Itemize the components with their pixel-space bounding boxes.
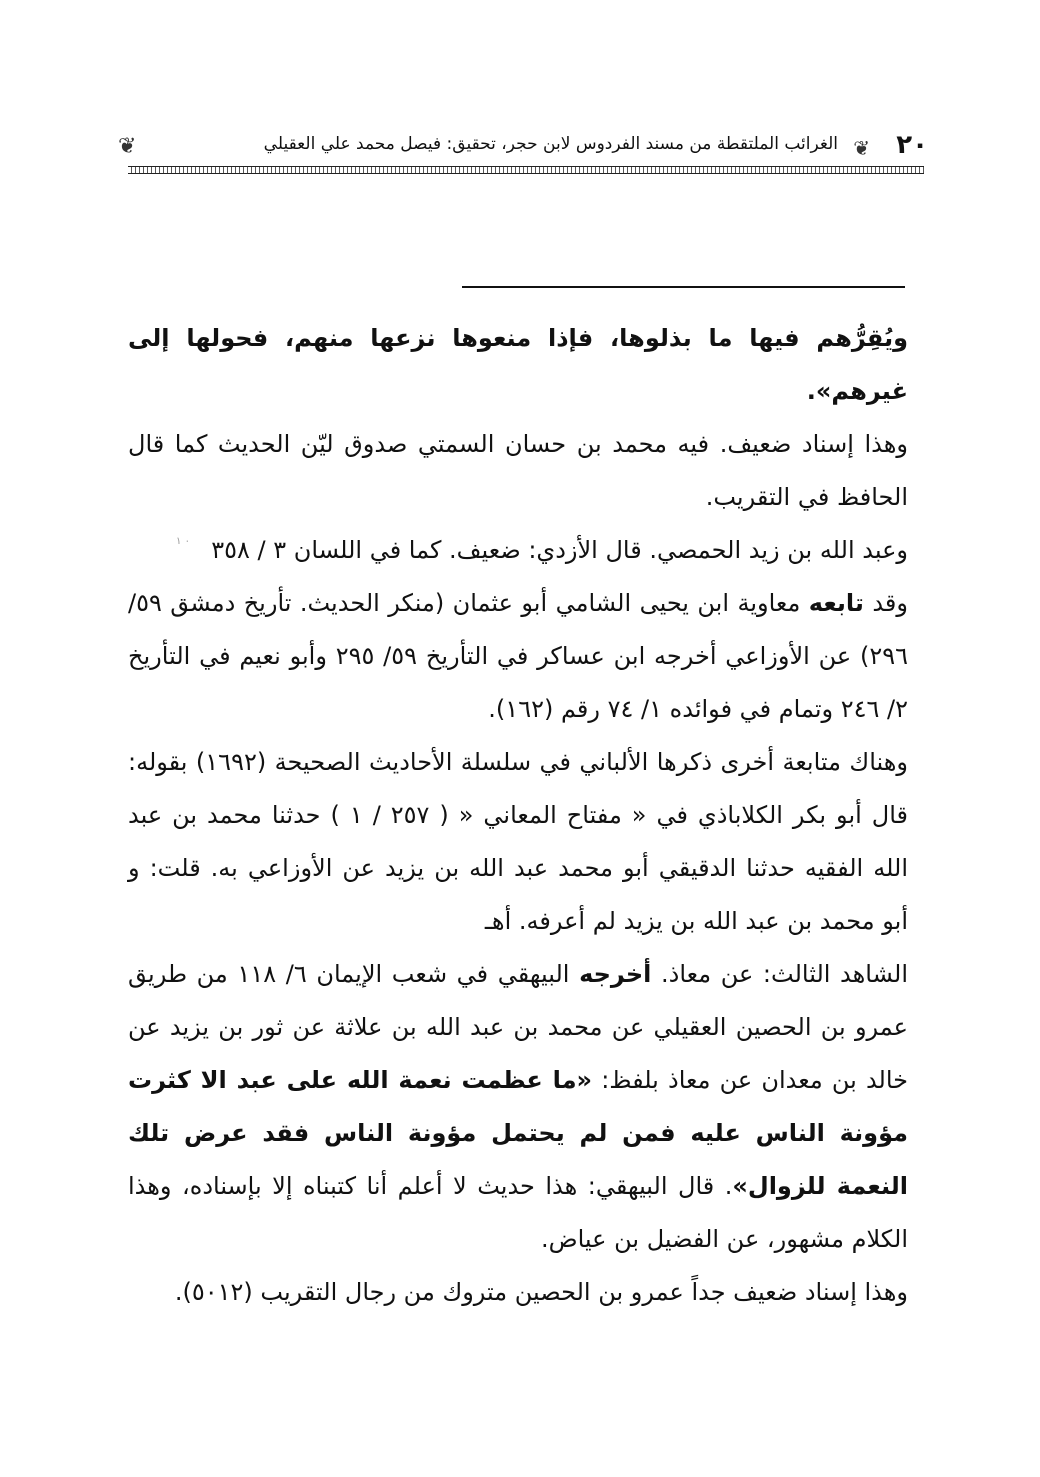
ornament-icon: ❦ xyxy=(853,136,870,160)
hadith-quote: «ما عظمت نعمة الله على عبد الا كثرت مؤونة الناس عليه فمن لم يحتمل مؤونة الناس فقد عرض تلك النعمة للزوال» xyxy=(128,1066,909,1200)
page-header xyxy=(118,116,934,176)
paragraph: وهناك متابعة أخرى ذكرها الألباني في سلسلة الأحاديث الصحيحة (١٦٩٢) بقوله: قال أبو بكر الكلاباذي في « مفتاح المعاني « ( ٢٥٧ / ١ ) حدثنا محمد بن عبد الله الفقيه حدثنا الدقيقي أبو محمد عبد الله بن يزيد عن الأوزاعي به. قلت: و أبو محمد بن عبد الله بن يزيد لم أعرفه. أهـ xyxy=(128,748,908,935)
bold-span: أخرجه xyxy=(579,960,652,988)
page-number: ٢٠ xyxy=(896,130,928,160)
header-divider xyxy=(128,166,924,174)
paragraph: وهذا إسناد ضعيف. فيه محمد بن حسان السمتي صدوق ليّن الحديث كما قال الحافظ في التقريب. xyxy=(128,430,908,511)
text-span: معاوية ابن يحيى الشامي أبو عثمان (منكر الحديث. تأريخ دمشق ٥٩/ ٢٩٦) عن الأوزاعي أخرجه ابن عساكر في التأريخ ٥٩/ ٢٩٥ وأبو نعيم في التأريخ ٢/ ٢٤٦ وتمام في فوائده ١/ ٧٤ رقم (١٦٢). xyxy=(128,589,909,723)
ornament-icon: ❦ xyxy=(118,134,137,159)
footnote-text xyxy=(128,312,908,1319)
margin-mark: ٠ ١ xyxy=(176,536,190,547)
text-span: البيهقي في شعب الإيمان ٦/ ١١٨ من طريق عمرو بن الحصين العقيلي عن محمد بن عبد الله بن علاثة عن ثور بن يزيد عن خالد بن معدان عن معاذ بلفظ: xyxy=(128,960,908,1094)
text-span: الشاهد الثالث: عن معاذ. xyxy=(651,960,908,988)
running-title: الغرائب الملتقطة من مسند الفردوس لابن حجر، تحقيق: فيصل محمد علي العقيلي xyxy=(263,134,838,154)
paragraph xyxy=(128,577,908,736)
paragraph: وهذا إسناد ضعيف جداً عمرو بن الحصين متروك من رجال التقريب (٥٠١٢). xyxy=(174,1278,908,1306)
bold-span: تابعه xyxy=(808,589,864,617)
text-span: . قال البيهقي: هذا حديث لا أعلم أنا كتبناه إلا بإسناده، وهذا الكلام مشهور، عن الفضيل بن عياض. xyxy=(128,1172,908,1253)
paragraph: وعبد الله بن زيد الحمصي. قال الأزدي: ضعيف. كما في اللسان ٣ / ٣٥٨ xyxy=(211,536,908,564)
paragraph xyxy=(128,948,908,1266)
footnote-separator xyxy=(462,286,905,288)
quote-end-line: ويُقِرُّهم فيها ما بذلوها، فإذا منعوها نزعها منهم، فحولها إلى غيرهم». xyxy=(128,324,908,405)
text-span: وقد xyxy=(863,589,908,617)
